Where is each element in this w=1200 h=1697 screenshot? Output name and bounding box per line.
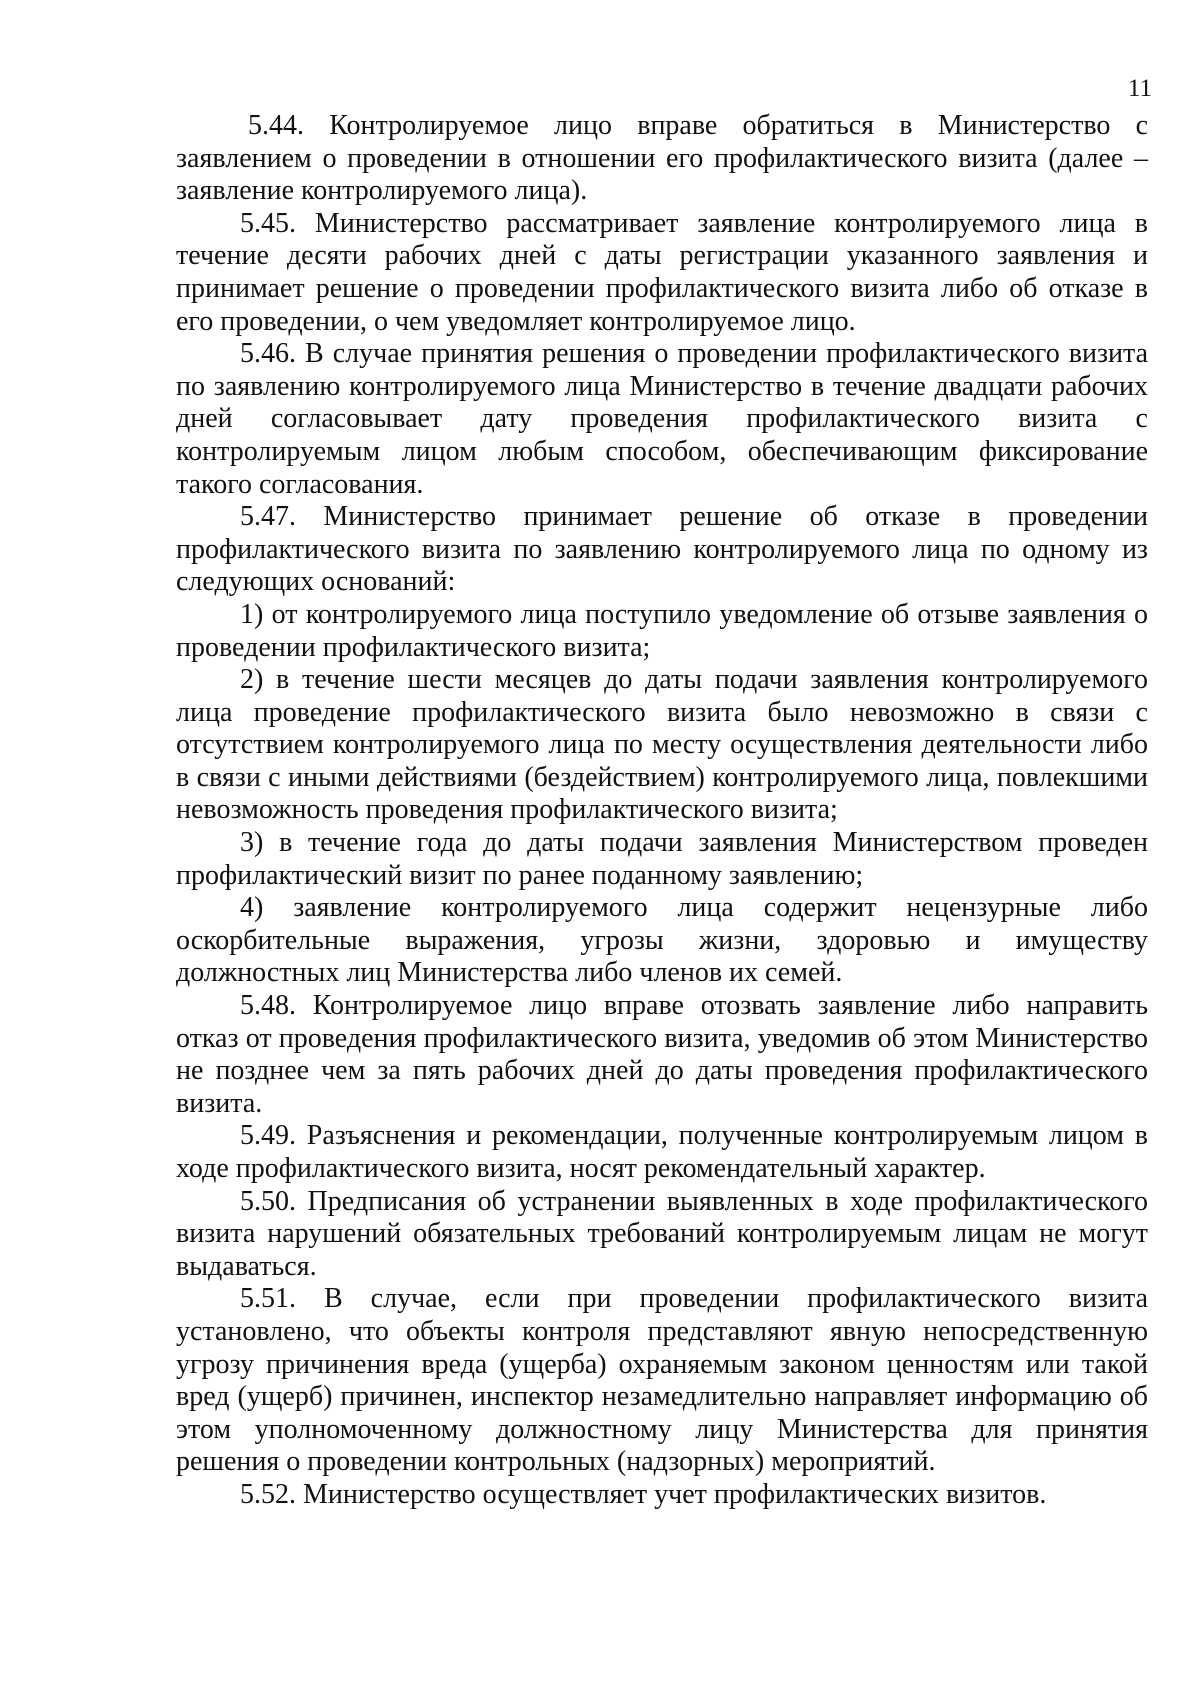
paragraph-5-50: 5.50. Предписания об устранении выявленных в ходе профилактического визита нарушений обязательных требований контролируемым лицам не могут выдаваться. [176, 1185, 1148, 1282]
page-number: 11 [1127, 75, 1152, 102]
paragraph-5-46: 5.46. В случае принятия решения о проведении профилактического визита по заявлению контролируемого лица Министерство в течение двадцати рабочих дней согласовывает дату проведения профилактического визита с контролируемым лицом любым способом, обеспечивающим фиксирование такого согласования. [176, 338, 1148, 500]
paragraph-5-45: 5.45. Министерство рассматривает заявление контролируемого лица в течение десяти рабочих дней с даты регистрации указанного заявления и принимает решение о проведении профилактического визита либо об отказе в его проведении, о чем уведомляет контролируемое лицо. [176, 207, 1148, 337]
list-item-4: 4) заявление контролируемого лица содержит нецензурные либо оскорбительные выражения, угрозы жизни, здоровью и имуществу должностных лиц Министерства либо членов их семей. [176, 892, 1148, 989]
document-body [176, 110, 1148, 1512]
paragraph-5-49: 5.49. Разъяснения и рекомендации, полученные контролируемым лицом в ходе профилактического визита, носят рекомендательный характер. [176, 1120, 1148, 1184]
paragraph-5-51: 5.51. В случае, если при проведении профилактического визита установлено, что объекты контроля представляют явную непосредственную угрозу причинения вреда (ущерба) охраняемым законом ценностям или такой вред (ущерб) причинен, инспектор незамедлительно направляет информацию об этом уполномоченному должностному лицу Министерства для принятия решения о проведении контрольных (надзорных) мероприятий. [176, 1283, 1148, 1478]
list-item-2: 2) в течение шести месяцев до даты подачи заявления контролируемого лица проведение профилактического визита было невозможно в связи с отсутствием контролируемого лица по месту осуществления деятельности либо в связи с иными действиями (бездействием) контролируемого лица, повлекшими невозможность проведения профилактического визита; [176, 664, 1148, 826]
list-item-1: 1) от контролируемого лица поступило уведомление об отзыве заявления о проведении профилактического визита; [176, 598, 1148, 663]
paragraph-5-48: 5.48. Контролируемое лицо вправе отозвать заявление либо направить отказ от проведения профилактического визита, уведомив об этом Министерство не позднее чем за пять рабочих дней до даты проведения профилактического визита. [176, 990, 1148, 1119]
paragraph-5-44: 5.44. Контролируемое лицо вправе обратиться в Министерство с заявлением о проведении в отношении его профилактического визита (далее – заявление контролируемого лица). [176, 110, 1148, 207]
list-item-3: 3) в течение года до даты подачи заявления Министерством проведен профилактический визит по ранее поданному заявлению; [176, 827, 1148, 891]
paragraph-5-47: 5.47. Министерство принимает решение об отказе в проведении профилактического визита по заявлению контролируемого лица по одному из следующих оснований: [176, 501, 1148, 598]
paragraph-5-52: 5.52. Министерство осуществляет учет профилактических визитов. [240, 1478, 1047, 1510]
